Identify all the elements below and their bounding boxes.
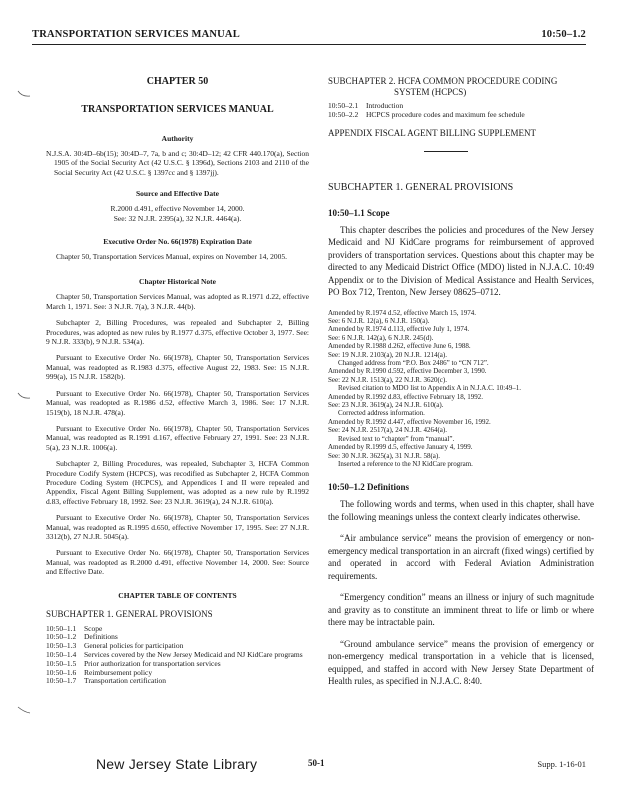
- chapter-title: TRANSPORTATION SERVICES MANUAL: [81, 104, 274, 115]
- toc-number: 10:50–1.6: [46, 667, 77, 677]
- source-text: R.2000 d.491, effective November 14, 2000. See: 32 N.J.R. 2395(a), 32 N.J.R. 4464(a).: [110, 204, 245, 223]
- history-line: Revised text to “chapter” from “manual”.: [338, 434, 455, 443]
- toc-list: [46, 625, 309, 687]
- definition-paragraph: “Air ambulance service” means the provision of emergency or non-emergency medical transportation in an aircraft (fixed wings) certified by and operated in accord with Federal Aviation Administration requirements.: [328, 533, 594, 581]
- historical-paragraph: Subchapter 2, Billing Procedures, was repealed and Subchapter 2, Billing Procedures, was adopted as new rules by R.1977 d.375, effective October 3, 1977. See: 9 N.J.R. 333(b), 9 N.J.R. 534(a).: [46, 318, 309, 347]
- historical-note-heading: Chapter Historical Note: [139, 277, 216, 287]
- toc-item: [46, 677, 309, 686]
- authority-heading: Authority: [161, 134, 194, 143]
- toc-title: HCPCS procedure codes and maximum fee schedule: [366, 109, 525, 119]
- toc-title: Services covered by the New Jersey Medicaid and NJ KidCare programs: [84, 649, 303, 659]
- page-number: 50-1: [308, 758, 325, 768]
- section-heading-definitions: 10:50–1.2 Definitions: [328, 482, 409, 493]
- toc-title: Prior authorization for transportation services: [84, 658, 221, 668]
- history-line: Amended by R.1999 d.5, effective January 4, 1999.: [328, 443, 473, 452]
- definition-paragraph: “Ground ambulance service” means the provision of emergency or non-emergency medical transportation in a vehicle that is licensed, equipped, and staffed in accord with New Jersey State Department of Health rules, as specified in N.J.A.C. 8:40.: [328, 638, 594, 687]
- toc-number: 10:50–1.3: [46, 641, 77, 651]
- source-heading: Source and Effective Date: [136, 189, 219, 199]
- toc-title: Transportation certification: [84, 676, 166, 686]
- toc-title: Introduction: [366, 101, 404, 110]
- toc-number: 10:50–1.5: [46, 658, 77, 668]
- historical-paragraph: Pursuant to Executive Order No. 66(1978), Chapter 50, Transportation Services Manual, was readopted as R.1983 d.375, effective August 22, 1983. See: 15 N.J.R. 999(a), 15 N.J.R. 1582(b).: [46, 353, 309, 382]
- scope-text: This chapter describes the policies and procedures of the New Jersey Medicaid and NJ KidCare programs for reimbursement of approved providers of transportation services. Questions about this chapter may be directed to any Medicaid District Office (MDO) listed in N.J.A.C. 10:49 Appendix or to the Division of Medical Assistance and Health Services, PO Box 712, Trenton, New Jersey 08625–0712.: [328, 224, 594, 298]
- historical-paragraph: Subchapter 2, Billing Procedures, was repealed, Subchapter 3, HCFA Common Procedure Codify System (HCPCS), was recodified as Subchapter 2, HCFA Common Procedure Coding System (HCPCS), and Appendices I and II were repealed and Appendix, Fiscal Agent Billing Supplement, was adopted as a new rule by R.1992 d.83, effective February 18, 1992. See: 23 N.J.R. 3619(a), 24 N.J.R. 610(a).: [46, 459, 309, 506]
- header-section: 10:50–1.2: [541, 29, 586, 40]
- eo-text: Chapter 50, Transportation Services Manual, expires on November 14, 2005.: [56, 252, 288, 262]
- history-line: Corrected address information.: [338, 409, 425, 418]
- toc-number: 10:50–2.2: [328, 109, 359, 119]
- toc-subchapter: SUBCHAPTER 1. GENERAL PROVISIONS: [46, 608, 213, 619]
- toc-item: [328, 111, 594, 120]
- toc-number: 10:50–1.4: [46, 649, 77, 659]
- page-footer: [0, 756, 618, 776]
- history-line: Inserted a reference to the NJ KidCare program.: [338, 459, 473, 468]
- left-column: [46, 76, 309, 686]
- toc-title: Scope: [84, 623, 103, 633]
- history-line: See: 22 N.J.R. 1513(a), 22 N.J.R. 3620(c).: [328, 375, 447, 384]
- toc-title: Definitions: [84, 632, 118, 642]
- toc-title: General policies for participation: [84, 641, 184, 651]
- running-header: [32, 28, 586, 45]
- history-line: See: 19 N.J.R. 2103(a), 20 N.J.R. 1214(a).: [328, 350, 447, 359]
- definitions-intro: The following words and terms, when used in this chapter, shall have the following meanings unless the context clearly indicates otherwise.: [328, 499, 594, 522]
- supplement-date: Supp. 1-16-01: [537, 759, 586, 769]
- history-line: See: 23 N.J.R. 3619(a), 24 N.J.R. 610(a).: [328, 401, 444, 410]
- toc-title: Reimbursement policy: [84, 667, 153, 677]
- toc-heading: CHAPTER TABLE OF CONTENTS: [118, 590, 237, 600]
- margin-mark: [16, 706, 32, 714]
- toc-number: 10:50–1.7: [46, 676, 77, 686]
- chapter-number: CHAPTER 50: [146, 76, 209, 87]
- header-title: TRANSPORTATION SERVICES MANUAL: [32, 29, 240, 40]
- history-line: See: 6 N.J.R. 12(a), 6 N.J.R. 150(a).: [328, 317, 430, 325]
- historical-paragraph: Pursuant to Executive Order No. 66(1978), Chapter 50, Transportation Services Manual, was readopted as R.2000 d.491, effective November 14, 2000. See: Source and Effective Date.: [46, 548, 309, 577]
- historical-note: [46, 292, 309, 576]
- history-line: Amended by R.1974 d.52, effective March 15, 1974.: [328, 308, 477, 317]
- subchapter-heading: SUBCHAPTER 1. GENERAL PROVISIONS: [328, 181, 514, 193]
- toc-number: 10:50–1.2: [46, 632, 77, 642]
- definition-paragraph: “Emergency condition” means an illness or injury of such magnitude and gravity as to constitute an imminent threat to life or limb or where there may be intractable pain.: [328, 592, 594, 628]
- historical-paragraph: Chapter 50, Transportation Services Manual, was adopted as R.1971 d.22, effective March 1, 1971. See: 3 N.J.R. 7(a), 3 N.J.R. 44(b).: [46, 292, 309, 311]
- toc-number: 10:50–2.1: [328, 101, 359, 110]
- history-line: Changed address from “P.O. Box 2486” to “CN 712”.: [338, 359, 489, 368]
- margin-mark: [16, 90, 32, 98]
- eo-heading: Executive Order No. 66(1978) Expiration Date: [103, 237, 252, 247]
- section-heading-scope: 10:50–1.1 Scope: [328, 207, 390, 218]
- toc-subchapter-2: SUBCHAPTER 2. HCFA COMMON PROCEDURE CODING SYSTEM (HCPCS): [328, 76, 558, 97]
- toc-number: 10:50–1.1: [46, 623, 77, 633]
- toc-appendix: APPENDIX FISCAL AGENT BILLING SUPPLEMENT: [328, 127, 537, 138]
- scope-history: [328, 309, 594, 469]
- right-column: [328, 76, 594, 688]
- history-line: Amended by R.1988 d.262, effective June 6, 1988.: [328, 342, 471, 351]
- history-line: Amended by R.1990 d.592, effective December 3, 1990.: [328, 367, 487, 376]
- history-line: See: 6 N.J.R. 142(a), 6 N.J.R. 245(d).: [328, 333, 434, 342]
- history-line: Amended by R.1992 d.447, effective November 16, 1992.: [328, 417, 491, 426]
- margin-mark: [16, 392, 32, 400]
- historical-paragraph: Pursuant to Executive Order No. 66(1978), Chapter 50, Transportation Services Manual, was readopted as R.1991 d.167, effective February 27, 1991. See: 23 N.J.R. 5(a), 23 N.J.R. 1006(a).: [46, 423, 309, 452]
- historical-paragraph: Pursuant to Executive Order No. 66(1978), Chapter 50, Transportation Services Manual, was readopted as R.1986 d.52, effective March 3, 1986. See: 17 N.J.R. 1519(b), 18 N.J.R. 478(a).: [46, 388, 309, 417]
- toc-list-2: [328, 102, 594, 120]
- historical-paragraph: Pursuant to Executive Order No. 66(1978), Chapter 50, Transportation Services Manual, was readopted as R.1995 d.650, effective November 17, 1995. See: 27 N.J.R. 3312(b), 27 N.J.R. 5045(a).: [46, 513, 309, 541]
- divider-rule: [424, 151, 468, 152]
- history-line: See: 30 N.J.R. 3625(a), 31 N.J.R. 58(a).: [328, 451, 440, 460]
- history-line: Revised citation to MDO list to Appendix A in N.J.A.C. 10:49–1.: [338, 384, 521, 393]
- history-line: Amended by R.1992 d.83, effective February 18, 1992.: [328, 392, 484, 401]
- library-stamp: New Jersey State Library: [96, 756, 258, 772]
- history-line: Amended by R.1974 d.113, effective July 1, 1974.: [328, 325, 470, 334]
- history-line: See: 24 N.J.R. 2517(a), 24 N.J.R. 4264(a).: [328, 426, 447, 435]
- authority-text: N.J.S.A. 30:4D–6b(15); 30:4D–7, 7a, b and c; 30:4D–12; 42 CFR 440.170(a), Section 1905 of the Social Security Act (42 U.S.C. § 1396d), Sections 2103 and 2110 of the Social Security Act (42 U.S.C. § 1397cc and § 1397jj).: [46, 149, 309, 177]
